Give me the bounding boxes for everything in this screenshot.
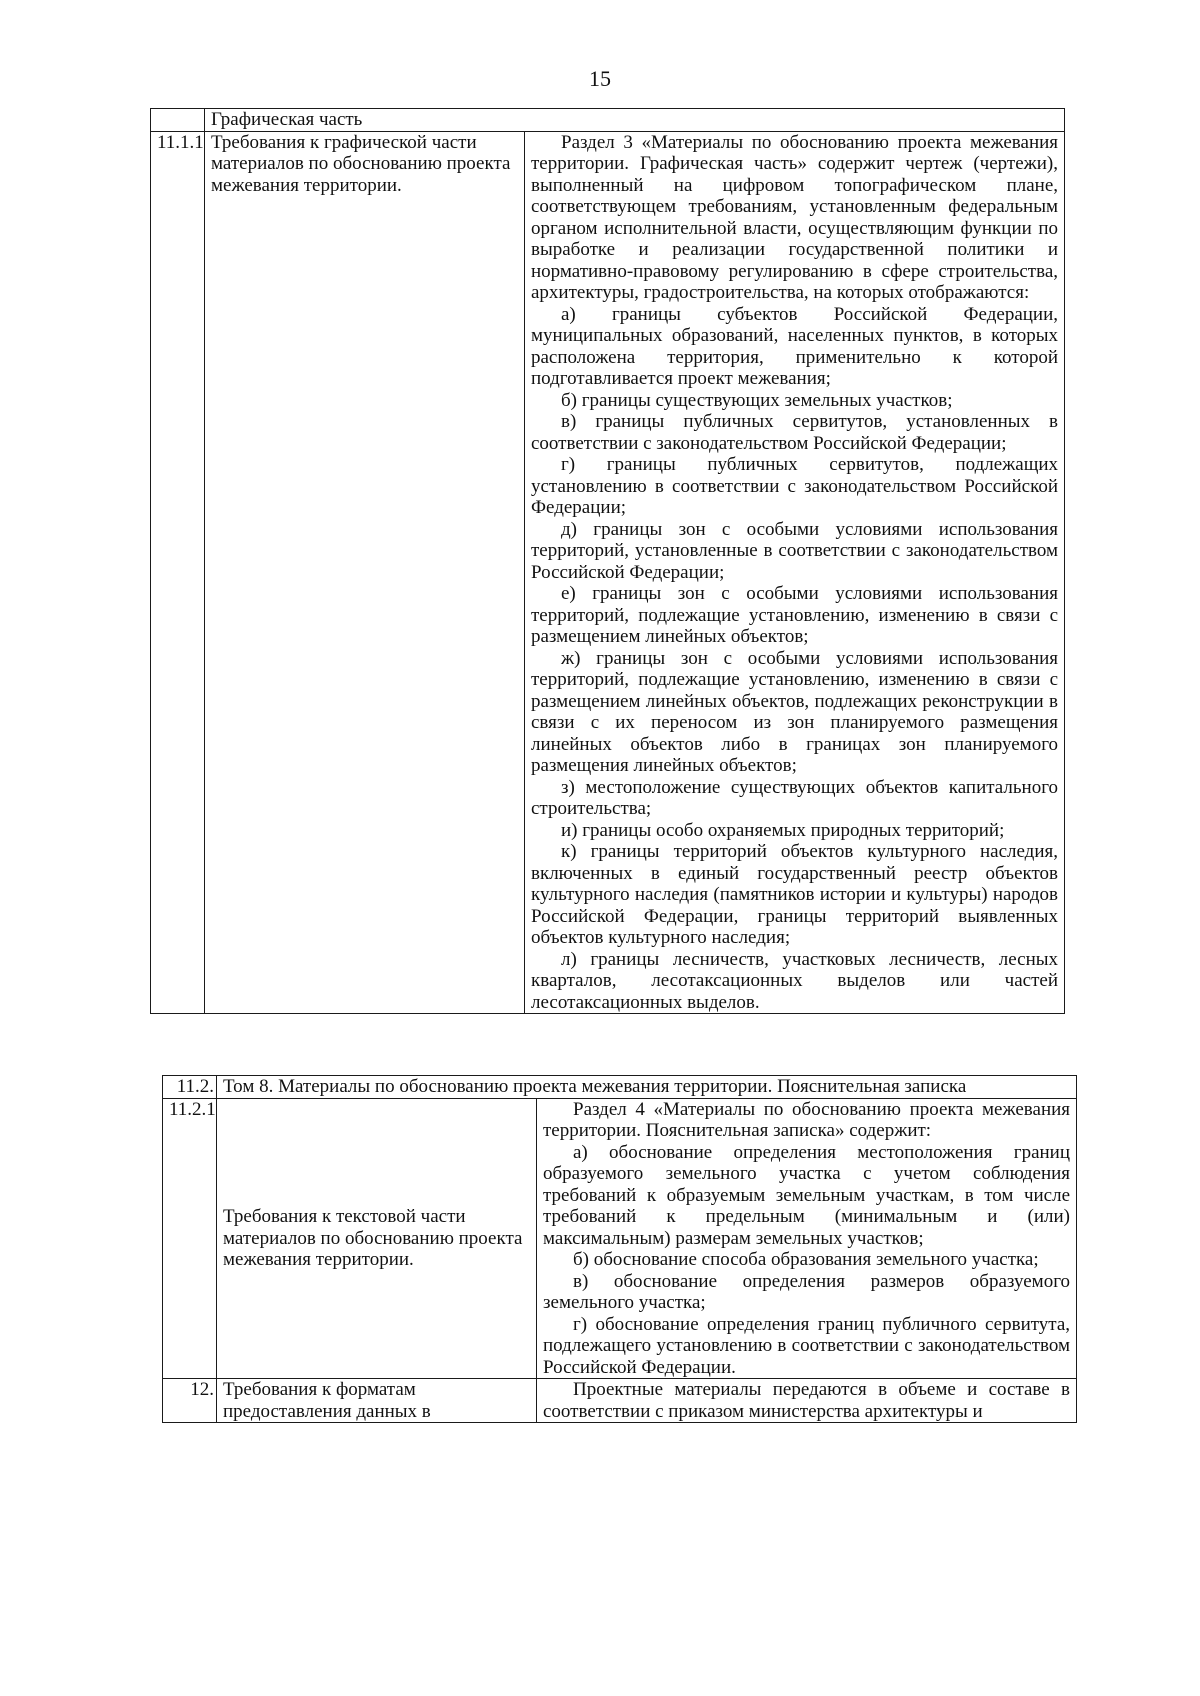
list-item: л) границы лесничеств, участковых лесничеств, лесных кварталов, лесотаксационных выделов или частей лесотаксационных выделов. bbox=[531, 948, 1059, 1013]
row-description bbox=[525, 131, 1065, 1014]
row-number: 11.2. bbox=[163, 1076, 217, 1099]
list-item: ж) границы зон с особыми условиями использования территорий, подлежащие установлению, изменению в связи с размещением линейных объектов, подлежащих реконструкции в связи с их переносом из зон планируемого размещения линейных объектов либо в границах зон планируемого размещения линейных объектов; bbox=[531, 647, 1059, 776]
table-row-12 bbox=[163, 1379, 1077, 1423]
row-number: 12. bbox=[163, 1379, 217, 1423]
row-description bbox=[537, 1098, 1077, 1379]
table-row-section-header bbox=[151, 109, 1065, 132]
table-row-11-2 bbox=[163, 1076, 1077, 1099]
list-item: г) границы публичных сервитутов, подлежащих установлению в соответствии с законодательством Российской Федерации; bbox=[531, 454, 1059, 518]
row-label: Требования к текстовой части материалов по обоснованию проекта межевания территории. bbox=[217, 1098, 537, 1379]
paragraph: Раздел 4 «Материалы по обоснованию проекта межевания территории. Пояснительная записка» содержит: bbox=[543, 1098, 1071, 1141]
list-item: в) обоснование определения размеров образуемого земельного участка; bbox=[543, 1270, 1071, 1313]
list-item: д) границы зон с особыми условиями использования территорий, установленные в соответствии с законодательством Российской Федерации; bbox=[531, 518, 1059, 583]
list-item: а) обоснование определения местоположения границ образуемого земельного участка с учетом соблюдения требований к образуемым земельным участкам, в том числе требований к предельным (минимальным и (или) максимальным) размерам земельных участков; bbox=[543, 1141, 1071, 1249]
requirements-table-graphic bbox=[150, 108, 1065, 1014]
page-number: 15 bbox=[589, 66, 611, 91]
row-number: 11.1.1 bbox=[151, 131, 205, 1014]
requirements-table-explanatory bbox=[162, 1075, 1077, 1423]
list-item: б) границы существующих земельных участков; bbox=[561, 389, 953, 411]
row-label: Требования к форматам предоставления данных в bbox=[217, 1379, 537, 1423]
paragraph: Раздел 3 «Материалы по обоснованию проекта межевания территории. Графическая часть» содержит чертеж (чертежи), выполненный на цифровом топографическом плане, соответствующем требованиям, установленным федеральным органом исполнительной власти, осуществляющим функции по выработке и реализации государственной политики и нормативно-правовому регулированию в сфере строительства, архитектуры, градостроительства, на которых отображаются: bbox=[531, 131, 1059, 303]
list-item: а) границы субъектов Российской Федерации, муниципальных образований, населенных пунктов, в которых расположена территория, применительно к которой подготавливается проект межевания; bbox=[531, 303, 1059, 389]
list-item: б) обоснование способа образования земельного участка; bbox=[573, 1249, 1039, 1270]
table-row-11-1-1 bbox=[151, 131, 1065, 1014]
row-label: Требования к графической части материалов по обоснованию проекта межевания территории. bbox=[205, 131, 525, 1014]
paragraph: Проектные материалы передаются в объеме и составе в соответствии с приказом министерства архитектуры и bbox=[543, 1379, 1071, 1422]
section-header-graphic: Графическая часть bbox=[205, 109, 1065, 132]
table-row-11-2-1 bbox=[163, 1098, 1077, 1379]
row-description bbox=[537, 1379, 1077, 1423]
list-item: г) обоснование определения границ публичного сервитута, подлежащего установлению в соответствии с законодательством Российской Федерации. bbox=[543, 1313, 1071, 1378]
list-item: з) местоположение существующих объектов капитального строительства; bbox=[531, 776, 1059, 819]
list-item: и) границы особо охраняемых природных территорий; bbox=[561, 819, 1005, 841]
volume-title: Том 8. Материалы по обоснованию проекта межевания территории. Пояснительная записка bbox=[217, 1076, 1077, 1099]
list-item: в) границы публичных сервитутов, установленных в соответствии с законодательством Российской Федерации; bbox=[531, 411, 1059, 454]
empty-number-cell bbox=[151, 109, 205, 132]
list-item: к) границы территорий объектов культурного наследия, включенных в единый государственный реестр объектов культурного наследия (памятников истории и культуры) народов Российской Федерации, границы территорий выявленных объектов культурного наследия; bbox=[531, 841, 1059, 948]
list-item: е) границы зон с особыми условиями использования территорий, подлежащие установлению, изменению в связи с размещением линейных объектов; bbox=[531, 583, 1059, 647]
row-number: 11.2.1 bbox=[163, 1098, 217, 1379]
